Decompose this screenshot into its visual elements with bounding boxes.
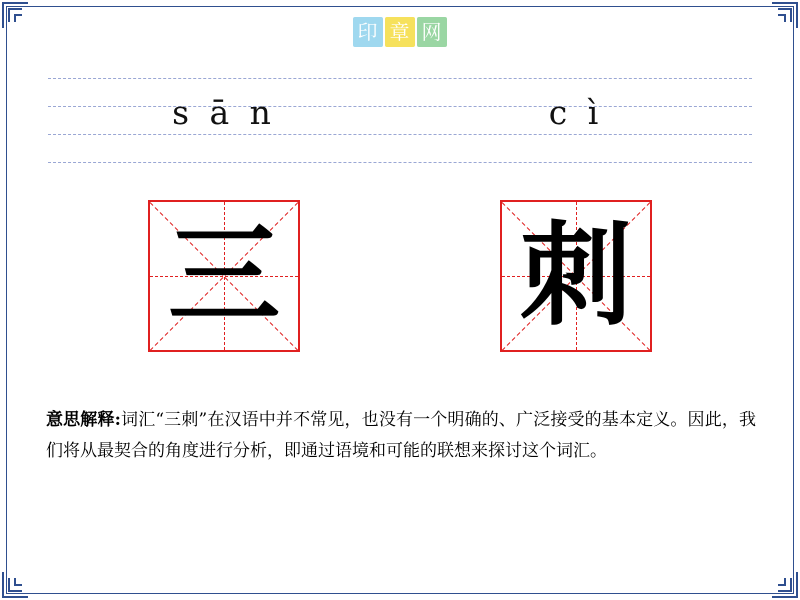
explanation-block <box>46 405 756 467</box>
corner-ornament-bottom-left <box>2 572 28 598</box>
tianzige-box-1 <box>148 200 300 352</box>
watermark-char-1: 印 <box>353 17 383 47</box>
corner-ornament-bottom-right <box>772 572 798 598</box>
character-cell-2 <box>400 200 752 360</box>
watermark-char-2: 章 <box>385 17 415 47</box>
character-grid-area <box>48 200 752 360</box>
watermark-char-3: 网 <box>417 17 447 47</box>
character-glyph-1: 三 <box>168 211 280 341</box>
tianzige-box-2 <box>500 200 652 352</box>
pinyin-row <box>48 78 752 162</box>
character-glyph-2: 刺 <box>520 211 632 341</box>
pinyin-text-1: s ā n <box>172 92 276 132</box>
pinyin-gridline-bottom <box>48 162 752 163</box>
explanation-text: 词汇“三刺”在汉语中并不常见，也没有一个明确的、广泛接受的基本定义。因此，我们将从最契合的角度进行分析，即通过语境和可能的联想来探讨这个词汇。 <box>46 410 756 461</box>
corner-ornament-top-left <box>2 2 28 28</box>
corner-ornament-top-right <box>772 2 798 28</box>
pinyin-grid <box>48 78 752 162</box>
explanation-label: 意思解释: <box>46 410 121 430</box>
watermark-logo <box>0 16 800 47</box>
character-cell-1 <box>48 200 400 360</box>
pinyin-text-2: c ì <box>548 92 604 132</box>
